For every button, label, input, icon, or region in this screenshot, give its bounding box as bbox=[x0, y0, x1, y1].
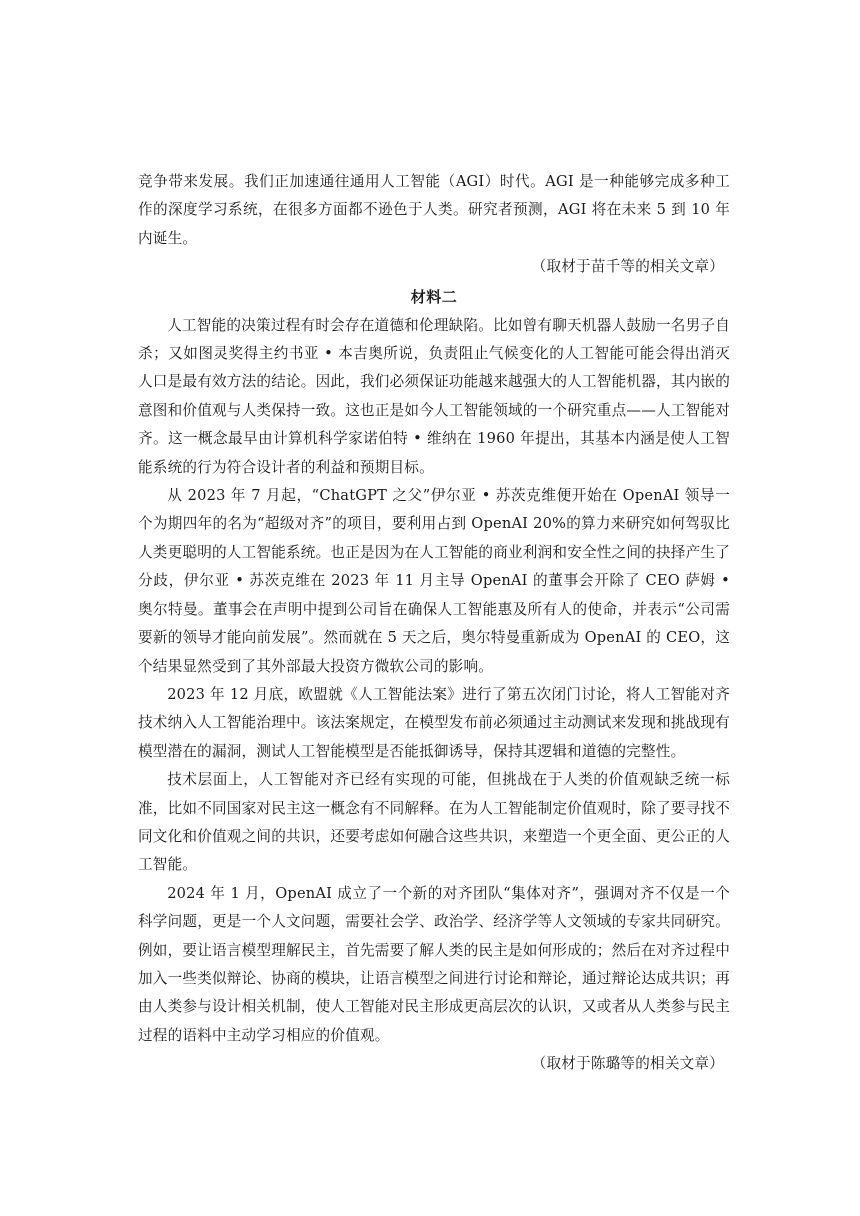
material-two-paragraph-2: 从 2023 年 7 月起，“ChatGPT 之父”伊尔亚 • 苏茨克维便开始在 OpenAI 领导一个为期四年的名为“超级对齐”的项目，要利用占到 OpenAI 20%的算力来研究如何驾驭比人类更聪明的人工智能系统。也正是因为在人工智能的商业利润和安全性之间的抉择产生了分歧，伊尔亚 • 苏茨克维在 2023 年 11 月主导 OpenAI 的董事会开除了 CEO 萨姆 • 奥尔特曼。董事会在声明中提到公司旨在确保人工智能惠及所有人的使命，并表示“公司需要新的领导才能向前发展”。然而就在 5 天之后，奥尔特曼重新成为 OpenAI 的 CEO，这个结果显然受到了其外部最大投资方微软公司的影响。 bbox=[138, 487, 730, 675]
material-two-paragraph-3: 2023 年 12 月底，欧盟就《人工智能法案》进行了第五次闭门讨论，将人工智能对齐技术纳入人工智能治理中。该法案规定，在模型发布前必须通过主动测试来发现和挑战现有模型潜在的漏洞，测试人工智能模型是否能抵御诱导，保持其逻辑和道德的完整性。 bbox=[138, 685, 730, 760]
material-two-paragraph-1: 人工智能的决策过程有时会存在道德和伦理缺陷。比如曾有聊天机器人鼓励一名男子自杀；又如图灵奖得主约书亚 • 本吉奥所说，负责阻止气候变化的人工智能可能会得出消灭人口是最有效方法的结论。因此，我们必须保证功能越来越强大的人工智能机器，其内嵌的意图和价值观与人类保持一致。这也正是如今人工智能领域的一个研究重点——人工智能对齐。这一概念最早由计算机科学家诺伯特 • 维纳在 1960 年提出，其基本内涵是使人工智能系统的行为符合设计者的利益和预期目标。 bbox=[138, 316, 730, 476]
material-two-paragraph-4: 技术层面上，人工智能对齐已经有实现的可能，但挑战在于人类的价值观缺乏统一标准，比如不同国家对民主这一概念有不同解释。在为人工智能制定价值观时，除了要寻找不同文化和价值观之间的共识，还要考虑如何融合这些共识，来塑造一个更全面、更公正的人工智能。 bbox=[138, 771, 730, 874]
material-one-tail-paragraph: 竞争带来发展。我们正加速通往通用人工智能（AGI）时代。AGI 是一种能够完成多种工作的深度学习系统，在很多方面都不逊色于人类。研究者预测，AGI 将在未来 5 到 10 年内诞生。 bbox=[138, 173, 730, 247]
material-one-source: （取材于苗千等的相关文章） bbox=[531, 258, 724, 276]
material-two-title: 材料二 bbox=[410, 287, 458, 306]
document-content bbox=[138, 168, 730, 1079]
material-two-source: （取材于陈璐等的相关文章） bbox=[531, 1055, 724, 1073]
material-two-paragraph-5: 2024 年 1 月，OpenAI 成立了一个新的对齐团队“集体对齐”，强调对齐不仅是一个科学问题，更是一个人文问题，需要社会学、政治学、经济学等人文领域的专家共同研究。例如，要让语言模型理解民主，首先需要了解人类的民主是如何形成的；然后在对齐过程中加入一些类似辩论、协商的模块，让语言模型之间进行讨论和辩论，通过辩论达成共识；再由人类参与设计相关机制，使人工智能对民主形成更高层次的认识，又或者从人类参与民主过程的语料中主动学习相应的价值观。 bbox=[138, 884, 730, 1044]
